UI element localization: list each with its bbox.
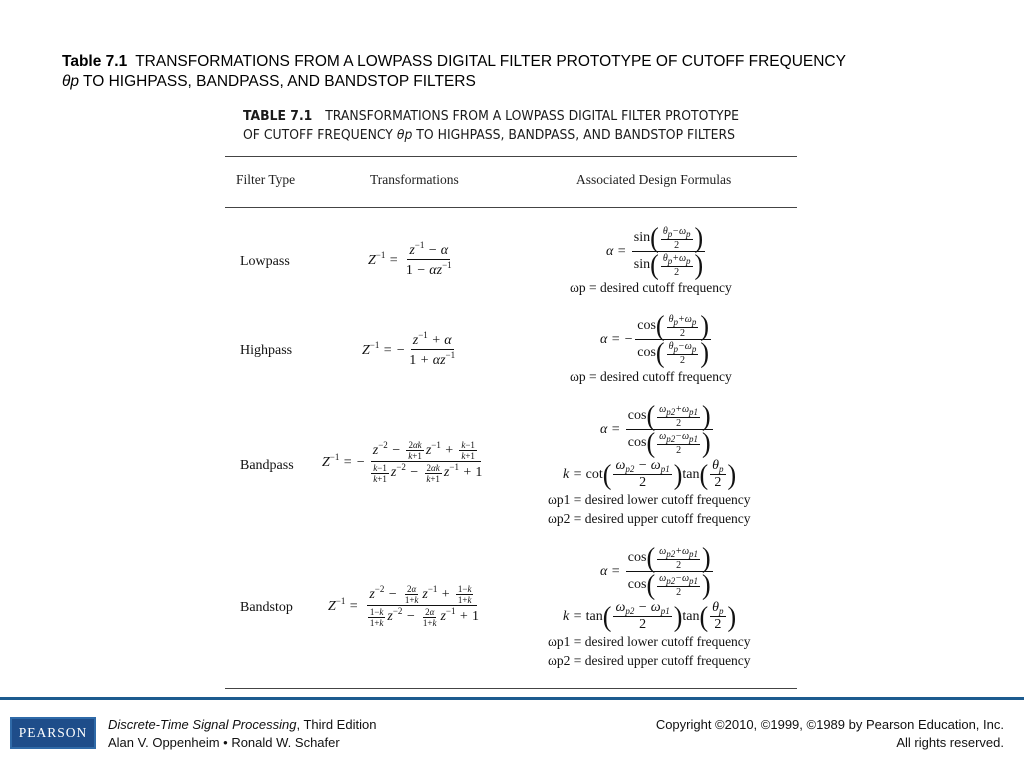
figure-caption-symbol: θp (396, 127, 413, 143)
bandstop-alpha-formula: α = cos( $\frac{\omega_{p2}+\omega_{p1}}{2}$ ) cos( $\frac{\omega_{p2}-\omega_{p1}}{2}$ ) (600, 541, 711, 601)
bandstop-design-note-1: ωp1 = desired lower cutoff frequency (548, 634, 751, 649)
figure-caption-line2a: OF CUTOFF FREQUENCY (243, 127, 397, 143)
table-header-rule (225, 207, 797, 208)
figure-caption (243, 107, 758, 145)
lowpass-design-note: ωp = desired cutoff frequency (570, 280, 732, 295)
bandpass-alpha-formula: α = cos( $\frac{\omega_{p2}+\omega_{p1}}{2}$ ) cos( $\frac{\omega_{p2}-\omega_{p1}}{2}$ ) (600, 399, 711, 459)
highpass-transformation: $Z^{-1}$ = − $\frac{z^{-1} + \alpha}{1 + \alpha z^{-1}}$ (362, 330, 456, 368)
footer-copyright: Copyright ©2010, ©1999, ©1989 by Pearson Education, Inc. (655, 717, 1004, 732)
row-type-lowpass: Lowpass (240, 254, 290, 269)
table-top-rule (225, 156, 797, 157)
bandpass-k-formula: k = cot ( $\frac{\omega_{p2} - \omega_{p1}}{2}$ ) tan ( $\frac{\theta_p}{2}$ ) (563, 458, 737, 490)
pearson-logo: PEARSON (10, 717, 96, 749)
table-bottom-rule (225, 688, 797, 689)
slide-title-line1: TRANSFORMATIONS FROM A LOWPASS DIGITAL FILTER PROTOTYPE OF CUTOFF FREQUENCY (135, 53, 846, 70)
lowpass-alpha-formula: α = sin( $\frac{\theta_p-\omega_p}{2}$ ) sin( $\frac{\theta_p+\omega_p}{2}$ ) (606, 221, 704, 281)
footer-authors: Alan V. Oppenheim • Ronald W. Schafer (108, 735, 340, 750)
row-type-highpass: Highpass (240, 343, 293, 358)
header-filter-type: Filter Type (236, 172, 296, 187)
bandpass-design-note-1: ωp1 = desired lower cutoff frequency (548, 492, 751, 507)
bandstop-transformation: $Z^{-1}$ = $z^{-2}$ − $\frac{2\alpha}{1+k}$ $z^{-1}$ + $\frac{1-k}{1+k}$ $\frac{1-k}{1+k}$ $z^{-2}$ − $\frac{2\alpha}{1+k}$ $z^{-1} + 1$ (328, 584, 479, 628)
footer-book-title: Discrete-Time Signal Processing (108, 717, 297, 732)
footer-edition: , Third Edition (296, 717, 377, 732)
highpass-design-note: ωp = desired cutoff frequency (570, 369, 732, 384)
header-design-formulas: Associated Design Formulas (576, 172, 732, 187)
bandpass-transformation: $Z^{-1}$ = − $z^{-2}$ − $\frac{2\alpha k}{k+1}$ $z^{-1}$ + $\frac{k-1}{k+1}$ $\frac{k-1}{k+1}$ $z^{-2}$ − $\frac{2\alpha k}{k+1}$ $z^{-1} + 1$ (322, 440, 483, 484)
footer-book-info (108, 716, 376, 752)
bandpass-design-note-2: ωp2 = desired upper cutoff frequency (548, 511, 751, 526)
slide-title-symbol: θp (62, 73, 80, 90)
highpass-alpha-formula: α = − cos( $\frac{\theta_p+\omega_p}{2}$ ) cos( $\frac{\theta_p-\omega_p}{2}$ ) (600, 309, 709, 369)
slide-title-label: Table 7.1 (62, 53, 128, 70)
footer-copyright-info (656, 716, 1004, 752)
slide-title (62, 52, 992, 92)
header-transformations: Transformations (370, 172, 459, 187)
footer-rights: All rights reserved. (896, 735, 1004, 750)
slide-title-line2: TO HIGHPASS, BANDPASS, AND BANDSTOP FILTERS (79, 73, 476, 90)
row-type-bandpass: Bandpass (240, 458, 294, 473)
figure-caption-line2b: TO HIGHPASS, BANDPASS, AND BANDSTOP FILTERS (412, 127, 735, 143)
bandstop-design-note-2: ωp2 = desired upper cutoff frequency (548, 653, 751, 668)
footer-divider (0, 697, 1024, 700)
row-type-bandstop: Bandstop (240, 600, 293, 615)
lowpass-transformation: $Z^{-1}$ = $\frac{z^{-1} - \alpha}{1 - \alpha z^{-1}}$ (368, 240, 452, 278)
figure-caption-line1: TRANSFORMATIONS FROM A LOWPASS DIGITAL FILTER PROTOTYPE (325, 108, 739, 124)
bandstop-k-formula: k = tan ( $\frac{\omega_{p2} - \omega_{p1}}{2}$ ) tan ( $\frac{\theta_p}{2}$ ) (563, 600, 737, 632)
figure-label: TABLE 7.1 (243, 108, 313, 124)
